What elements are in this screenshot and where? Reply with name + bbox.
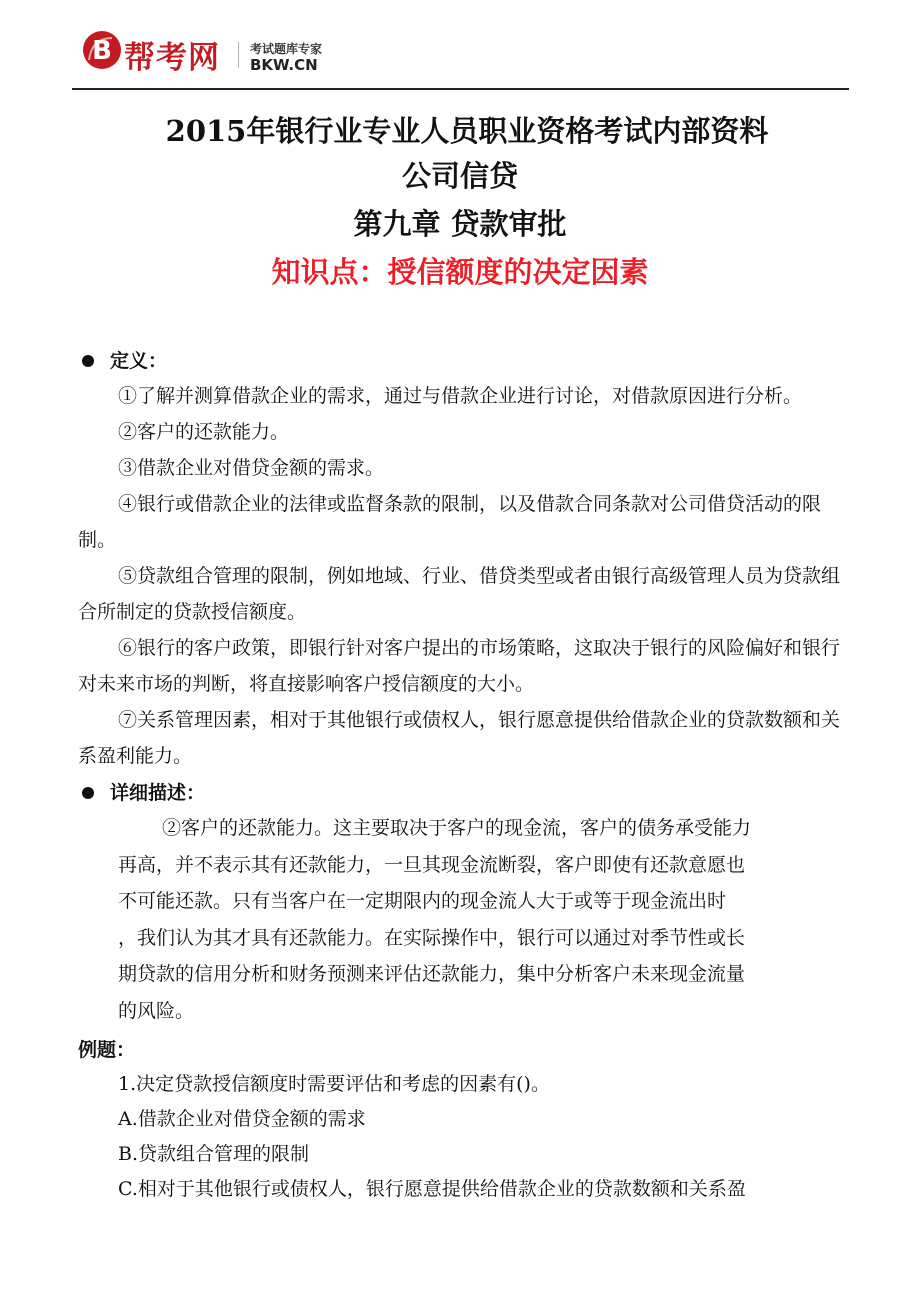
definition-item: ⑦关系管理因素，相对于其他银行或债权人，银行愿意提供给借款企业的贷款数额和关系盈利能力。	[78, 709, 841, 767]
brand-domain: BKW.CN	[250, 56, 318, 74]
bullet-icon	[82, 787, 94, 799]
brand-logo-icon	[82, 30, 122, 70]
detail-line: 的风险。	[118, 999, 195, 1022]
example-option: C.相对于其他银行或债权人，银行愿意提供给借款企业的贷款数额和关系盈	[118, 1178, 746, 1200]
document-body	[78, 344, 848, 1207]
definition-item: ③借款企业对借贷金额的需求。	[118, 457, 385, 479]
detail-line: ②客户的还款能力。这主要取决于客户的现金流，客户的债务承受能力	[162, 817, 752, 839]
definition-item: ②客户的还款能力。	[118, 421, 290, 443]
chapter-title: 第九章 贷款审批	[353, 207, 567, 241]
definition-item: ①了解并测算借款企业的需求，通过与借款企业进行讨论，对借款原因进行分析。	[118, 385, 803, 407]
detail-line: 再高，并不表示其有还款能力，一旦其现金流断裂，客户即使有还款意愿也	[118, 853, 746, 876]
document-title: 2015年银行业专业人员职业资格考试内部资料	[165, 114, 769, 148]
detail-heading-label: 详细描述：	[110, 782, 206, 804]
detail-line: 不可能还款。只有当客户在一定期限内的现金流人大于或等于现金流出时	[118, 890, 727, 912]
bullet-icon	[82, 355, 94, 367]
example-heading: 例题：	[78, 1039, 136, 1061]
detail-line: ，我们认为其才具有还款能力。在实际操作中，银行可以通过对季节性或长	[118, 926, 746, 949]
definition-item: ④银行或借款企业的法律或监督条款的限制，以及借款合同条款对公司借贷活动的限制。	[78, 493, 822, 551]
detail-heading	[78, 776, 848, 810]
definition-heading-label: 定义：	[110, 350, 168, 372]
definition-item: ⑤贷款组合管理的限制，例如地域、行业、借贷类型或者由银行高级管理人员为贷款组合所制定的贷款授信额度。	[78, 565, 841, 623]
definition-heading	[78, 344, 848, 378]
logo-divider	[238, 42, 239, 68]
example-option: B.贷款组合管理的限制	[118, 1143, 310, 1165]
page-header	[0, 0, 920, 90]
example-question: 1.决定贷款授信额度时需要评估和考虑的因素有()。	[118, 1073, 550, 1095]
definition-item: ⑥银行的客户政策，即银行针对客户提出的市场策略，这取决于银行的风险偏好和银行对未来市场的判断，将直接影响客户授信额度的大小。	[78, 637, 841, 695]
header-rule	[72, 88, 849, 90]
example-option: A.借款企业对借贷金额的需求	[118, 1108, 366, 1130]
brand-letter: B	[92, 36, 112, 66]
detail-paragraph	[78, 810, 848, 1029]
title-block	[0, 110, 920, 296]
brand-name: 帮考网	[124, 40, 220, 76]
brand-tagline: 考试题库专家	[250, 42, 323, 56]
subject-title: 公司信贷	[401, 159, 518, 193]
topic-title: 知识点：授信额度的决定因素	[271, 255, 649, 289]
detail-line: 期贷款的信用分析和财务预测来评估还款能力，集中分析客户未来现金流量	[118, 963, 746, 985]
